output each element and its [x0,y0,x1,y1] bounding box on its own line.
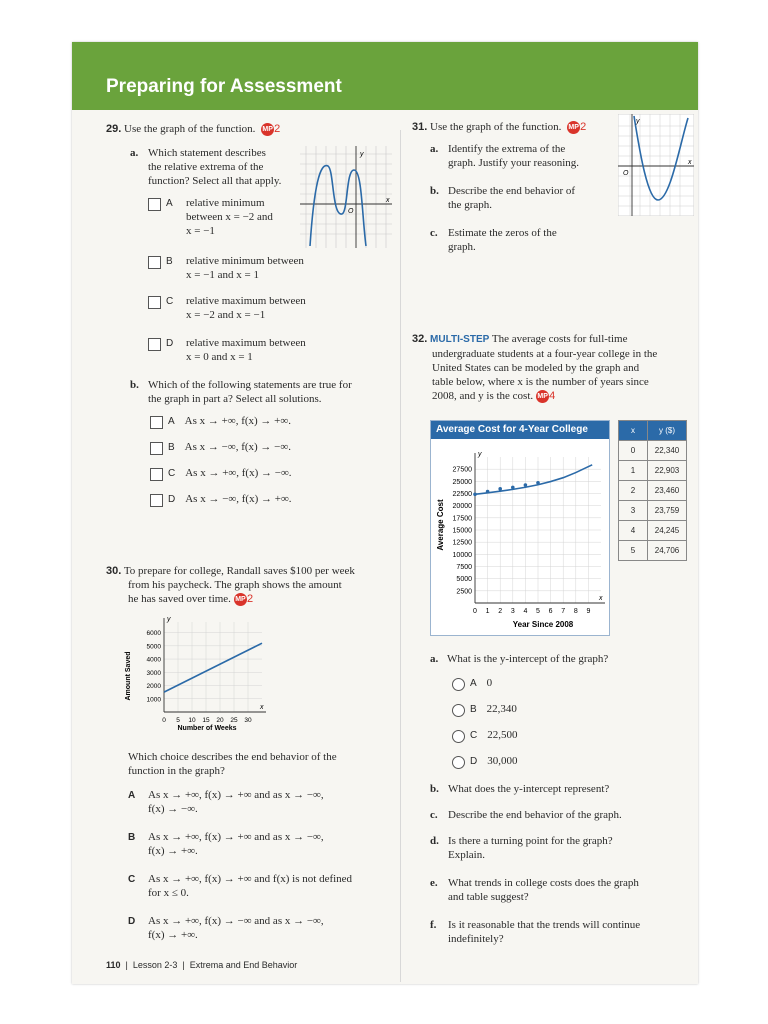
q29-b-line: the graph in part a? Select all solutions. [148,393,322,405]
option-letter: B [166,256,173,267]
q29-origin-label: O [348,208,354,215]
part-label: d. [430,835,439,847]
table-cell: 24,245 [648,521,687,541]
choice-line: As x → +∞, f(x) → −∞ and as x → −∞, [148,915,324,927]
table-row [619,441,687,461]
q32a-option-A [470,676,492,691]
q32-part-a [430,652,690,666]
chart1-y-axis-label: Amount Saved [125,651,132,701]
chart2-grid [475,457,601,603]
chart2-axes [475,453,605,603]
q32a-option-D [470,754,517,769]
x-tick-label: 5 [536,608,540,615]
y-tick-label: 6000 [146,630,161,638]
y-tick-label: 25000 [452,478,472,486]
q29b-option-D [168,492,292,507]
choice-letter: D [128,916,136,927]
choice-line: f(x) → −∞. [148,803,198,815]
checkbox-29a-D[interactable] [148,338,161,351]
q31-number: 31. [412,121,428,133]
choice-line: As x → +∞, f(x) → +∞ and as x → −∞, [148,831,324,843]
cost-chart-title: Average Cost for 4-Year College [431,421,609,439]
table-header-row [619,421,687,441]
cost-data-point [473,492,477,496]
option-text: 22,500 [487,729,518,741]
q30-question [128,750,378,778]
math-practice-icon: MP [536,390,549,403]
q30-prompt [106,564,396,606]
q29-mp-number: 2 [274,123,281,135]
choice-letter: C [128,874,136,885]
table-cell: 4 [619,521,648,541]
q31-part-b [430,184,610,211]
q29-y-label: y [360,151,364,158]
part-line: What does the y-intercept represent? [448,783,610,795]
q30-choice-B[interactable] [128,830,388,857]
chart1-series [164,643,262,692]
radio-32a-A[interactable] [452,678,465,691]
table-cell: 2 [619,481,648,501]
choice-letter: A [128,790,136,801]
y-tick-label: 4000 [146,656,161,664]
q29-b-line: Which of the following statements are true for [148,379,352,391]
q31-c-line: graph. [448,241,476,253]
q29b-option-A [168,414,291,429]
part-line: and table suggest? [448,891,529,903]
q31-c-label: c. [430,227,438,239]
choice-line: As x → +∞, f(x) → +∞ and as x → −∞, [148,789,324,801]
q31-graph-frame [618,114,694,216]
cost-chart-panel [430,420,610,636]
q29-x-label: x [386,197,390,204]
x-tick-label: 2 [498,608,503,615]
cost-chart [431,439,609,635]
radio-32a-D[interactable] [452,756,465,769]
q29-a-line: the relative extrema of the [148,161,264,173]
option-letter: D [168,494,176,505]
option-text: As x → −∞, f(x) → +∞. [185,493,292,505]
page-footer: 110 | Lesson 2-3 | Extrema and End Behavior [106,960,298,970]
chart1-y-ticks [147,630,162,703]
table-cell: 3 [619,501,648,521]
option-line: between x = −2 and [186,211,273,223]
checkbox-29b-D[interactable] [150,494,163,507]
option-letter: C [166,296,174,307]
cost-table [618,420,687,561]
option-letter: A [168,416,175,427]
q32-line: United States can be modeled by the graph and [432,362,640,374]
radio-32a-C[interactable] [452,730,465,743]
q32-a-text: What is the y-intercept of the graph? [447,653,609,665]
table-cell: 24,706 [648,541,687,561]
x-tick-label: 7 [561,608,566,615]
table-row [619,541,687,561]
q31-c-line: Estimate the zeros of the [448,227,557,239]
page-title: Preparing for Assessment [106,76,342,97]
q29-prompt [106,122,280,136]
y-tick-label: 20000 [452,503,472,511]
y-tick-label: 5000 [146,643,161,651]
chart2-x-letter: x [599,595,603,602]
table-row [619,521,687,541]
choice-line: As x → +∞, f(x) → +∞ and f(x) is not defined [148,873,353,885]
cost-data-point [498,487,502,491]
y-tick-label: 1000 [146,696,161,704]
x-tick-label: 5 [176,717,180,724]
q31-a-label: a. [430,143,439,155]
table-cell: 22,340 [648,441,687,461]
chart2-y-ticks [453,467,473,596]
part-line: Is it reasonable that the trends will continue [448,919,641,931]
q29b-option-C [168,466,292,481]
math-practice-icon: MP [567,121,580,134]
q32-part-e [430,876,690,903]
part-line: Explain. [448,849,485,861]
x-tick-label: 9 [586,608,591,615]
table-header-x: x [619,421,648,441]
q32-line: undergraduate students at a four-year college in the [432,348,658,360]
option-letter: A [470,678,477,689]
chart2-y-axis-label: Average Cost [436,499,445,551]
q32-number: 32. [412,333,428,345]
option-line: x = −2 and x = −1 [186,309,266,321]
table-row [619,501,687,521]
choice-line: f(x) → +∞. [148,845,198,857]
q30-mp-number: 2 [246,593,254,605]
table-cell: 22,903 [648,461,687,481]
option-line: x = 0 and x = 1 [186,351,253,363]
q31-b-label: b. [430,185,439,197]
q31-mp-number: 2 [580,121,587,133]
option-text: 30,000 [487,755,518,767]
option-text: As x → +∞, f(x) → +∞. [184,415,291,427]
cost-data-point [524,483,528,487]
q30-line: he has saved over time. [128,593,231,605]
q29b-option-B [168,440,291,455]
option-line: relative maximum between [186,337,306,349]
chart1-axes [164,618,266,712]
x-tick-label: 0 [162,717,166,724]
x-tick-label: 20 [216,717,224,724]
q30-question-line: Which choice describes the end behavior of the [128,751,337,763]
x-tick-label: 8 [573,608,578,615]
q30-number: 30. [106,565,122,577]
q29-number: 29. [106,123,122,135]
y-tick-label: 2500 [456,588,472,596]
option-text: 0 [486,677,493,689]
option-line: x = −1 and x = 1 [186,269,259,281]
chart2-series [473,465,592,496]
option-letter: D [470,756,478,767]
q29-prompt-text: Use the graph of the function. [124,123,256,135]
chart1-x-axis-label: Number of Weeks [177,725,237,732]
q30-choice-A[interactable] [128,788,388,815]
x-tick-label: 4 [523,608,528,615]
radio-32a-B[interactable] [452,704,465,717]
header-banner [72,42,698,110]
checkbox-29a-B[interactable] [148,256,161,269]
q32a-option-C [470,728,517,743]
x-tick-label: 30 [244,717,252,724]
q31-a-line: graph. Justify your reasoning. [448,157,580,169]
x-tick-label: 6 [548,608,553,615]
q32-a-label: a. [430,653,439,665]
q31-x-label: x [688,159,692,166]
option-line: relative minimum between [186,255,304,267]
q31-part-a [430,142,610,169]
table-row [619,461,687,481]
q29-a-line: Which statement describes [148,147,266,159]
y-tick-label: 2000 [146,683,161,691]
option-letter: A [166,198,173,209]
part-line: Describe the end behavior of the graph. [448,809,622,821]
table-cell: 5 [619,541,648,561]
q32a-option-B [470,702,517,717]
q29-part-b-label: b. [130,379,139,391]
textbook-page [72,42,698,984]
q31-b-line: Describe the end behavior of [448,185,576,197]
table-cell: 0 [619,441,648,461]
choice-line: for x ≤ 0. [148,887,189,899]
q29-part-a-text [148,146,318,188]
q30-choice-C[interactable] [128,872,388,899]
q29a-option-D [166,336,306,363]
q32-part-f [430,918,690,945]
q31-a-line: Identify the extrema of the [448,143,566,155]
q31-part-c [430,226,610,253]
savings-line [164,643,262,692]
q32-part-c [430,808,690,822]
q32-line: The average costs for full-time [491,333,628,345]
q31-graph [618,114,694,216]
y-tick-label: 10000 [452,551,472,559]
choice-letter: B [128,832,136,843]
chart1-y-letter: y [167,616,171,623]
option-line: relative minimum [186,197,265,209]
y-tick-label: 5000 [456,576,472,584]
q29-part-b-text [148,378,388,406]
x-tick-label: 3 [510,608,515,615]
option-letter: B [470,704,477,715]
part-line: indefinitely? [448,933,504,945]
q29a-option-C [166,294,306,321]
chart2-y-letter: y [478,451,482,458]
q32-mp-number: 4 [549,390,556,402]
multi-step-tag: MULTI-STEP [430,334,490,345]
chart2-x-axis-label: Year Since 2008 [512,620,574,629]
table-cell: 1 [619,461,648,481]
option-letter: D [166,338,174,349]
table-cell: 23,460 [648,481,687,501]
option-text: As x → +∞, f(x) → −∞. [185,467,292,479]
q29-part-a-label: a. [130,147,139,159]
checkbox-29b-B[interactable] [150,442,163,455]
part-line: Is there a turning point for the graph? [448,835,613,847]
q30-choice-D[interactable] [128,914,388,941]
x-tick-label: 25 [230,717,238,724]
q32-line: 2008, and y is the cost. [432,390,534,402]
q29-a-line: function? Select all that apply. [148,175,282,187]
q32-prompt [412,332,694,403]
x-tick-label: 15 [202,717,210,724]
chart1-x-ticks [162,717,252,724]
cost-data-point [486,490,490,494]
part-label: b. [430,783,439,795]
option-letter: C [168,468,176,479]
math-practice-icon: MP [261,123,274,136]
choice-line: f(x) → +∞. [148,929,198,941]
y-tick-label: 17500 [452,515,472,523]
q32-part-b [430,782,690,796]
cost-data-point [511,486,515,490]
table-header-y: y ($) [648,421,687,441]
option-line: x = −1 [186,225,215,237]
q30-savings-chart [122,614,272,734]
option-text: 22,340 [486,703,517,715]
part-label: c. [430,809,438,821]
option-letter: B [168,442,175,453]
part-label: f. [430,919,437,931]
x-tick-label: 10 [188,717,196,724]
y-tick-label: 15000 [452,527,472,535]
y-tick-label: 7500 [456,564,472,571]
part-line: What trends in college costs does the graph [448,877,639,889]
q31-origin-label: O [623,170,629,177]
x-tick-label: 1 [485,608,490,615]
checkbox-29a-A[interactable] [148,198,161,211]
math-practice-icon: MP [234,593,247,606]
chart1-x-letter: x [260,704,264,711]
q30-question-line: function in the graph? [128,765,225,777]
option-line: relative maximum between [186,295,306,307]
option-letter: C [470,730,478,741]
q31-y-label: y [636,118,640,125]
q31-prompt-text: Use the graph of the function. [430,121,562,133]
table-cell: 23,759 [648,501,687,521]
q29-graph [300,146,392,248]
part-label: e. [430,877,438,889]
column-divider [400,130,401,982]
q30-line: from his paycheck. The graph shows the amount [128,579,342,591]
q31-b-line: the graph. [448,199,492,211]
y-tick-label: 22500 [452,491,472,498]
q29a-option-A [166,196,273,237]
q32-line: table below, where x is the number of years since [432,376,649,388]
checkbox-29b-C[interactable] [150,468,163,481]
y-tick-label: 12500 [452,539,472,547]
y-tick-label: 3000 [146,669,161,677]
q32-part-d [430,834,690,861]
x-tick-label: 0 [473,608,477,615]
option-text: As x → −∞, f(x) → −∞. [184,441,291,453]
chart2-x-ticks [473,608,590,615]
q31-prompt [412,120,586,134]
checkbox-29b-A[interactable] [150,416,163,429]
q30-line: To prepare for college, Randall saves $100 per week [123,565,355,577]
checkbox-29a-C[interactable] [148,296,161,309]
cost-data-point [536,481,540,485]
q29a-option-B [166,254,304,281]
y-tick-label: 27500 [452,466,472,474]
table-row [619,481,687,501]
